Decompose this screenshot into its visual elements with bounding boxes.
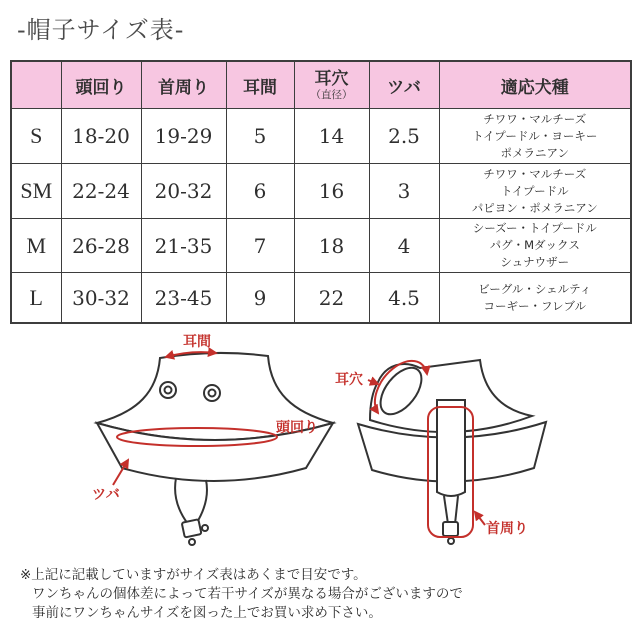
note-line: 事前にワンちゃんサイズを図った上でお買い求め下さい。 [32, 605, 382, 621]
ear-hole-inner [165, 387, 172, 394]
ear-hole-value: 16 [294, 164, 369, 219]
breeds-cell [439, 164, 631, 219]
head-value: 26-28 [61, 219, 141, 273]
breed-line: ビーグル・シェルティ [478, 281, 592, 296]
note-line: ワンちゃんの個体差によって若干サイズが異なる場合がございますので [32, 586, 463, 602]
header-head: 頭回り [61, 61, 141, 109]
header-breeds: 適応犬種 [439, 61, 631, 109]
chin-strap [455, 496, 458, 524]
brim-value: 4 [369, 219, 439, 273]
ear-hole-value: 14 [294, 109, 369, 164]
breed-line: パピヨン・ポメラニアン [471, 200, 598, 215]
breed-line: ポメラニアン [500, 145, 570, 160]
size-table [10, 60, 632, 324]
hat-front-view [92, 334, 333, 545]
brim-value: 3 [369, 164, 439, 219]
ear-gap-value: 6 [226, 164, 294, 219]
chin-strap [444, 496, 448, 524]
neck-value: 19-29 [141, 109, 226, 164]
table-header-row [11, 61, 631, 109]
neck-label: 首周り [486, 521, 528, 537]
ear-hole-pointer [368, 380, 378, 384]
neck-value: 20-32 [141, 164, 226, 219]
strap-end [189, 539, 195, 545]
ear-hole-value: 18 [294, 219, 369, 273]
header-corner [11, 61, 61, 109]
strap-stopper-icon [182, 519, 202, 537]
hat-back-view [335, 360, 546, 544]
ear-hole-inner [209, 390, 216, 397]
breed-line: トイプードル [500, 183, 569, 198]
size-label: SM [11, 164, 61, 219]
breed-line: シーズー・トイプードル [472, 221, 597, 235]
head-value: 30-32 [61, 273, 141, 324]
neck-value: 21-35 [141, 219, 226, 273]
header-brim: ツバ [369, 61, 439, 109]
breed-line: チワワ・マルチーズ [483, 111, 587, 126]
size-label: M [11, 219, 61, 273]
breed-line: チワワ・マルチーズ [483, 166, 587, 181]
header-ear-gap: 耳間 [226, 61, 294, 109]
ear-gap-label: 耳間 [183, 334, 211, 350]
neck-pointer [475, 512, 485, 525]
breeds-cell [439, 219, 631, 273]
brim-label: ツバ [92, 487, 120, 503]
neck-flap [437, 400, 465, 496]
head-value: 22-24 [61, 164, 141, 219]
chin-strap [175, 478, 188, 524]
page-title: -帽子サイズ表- [17, 16, 185, 44]
strap-stopper-knob [202, 525, 208, 531]
breed-line: パグ・Mダックス [489, 238, 580, 252]
table-row [11, 273, 631, 324]
strap-stopper-icon [443, 522, 458, 536]
table-row [11, 164, 631, 219]
table-row [11, 219, 631, 273]
brim-value: 2.5 [369, 109, 439, 164]
hat-measurement-diagram [0, 325, 640, 555]
head-value: 18-20 [61, 109, 141, 164]
strap-end [448, 538, 454, 544]
ear-gap-value: 7 [226, 219, 294, 273]
brim-value: 4.5 [369, 273, 439, 324]
head-label: 頭回り [276, 420, 318, 436]
breed-line: トイプードル・ヨーキー [472, 128, 598, 143]
breed-line: シュナウザー [500, 255, 570, 269]
size-label: L [11, 273, 61, 324]
table-row [11, 109, 631, 164]
chin-strap [196, 480, 207, 524]
size-label: S [11, 109, 61, 164]
breeds-cell [439, 109, 631, 164]
ear-hole-value: 22 [294, 273, 369, 324]
neck-value: 23-45 [141, 273, 226, 324]
ear-hole-label: 耳穴 [335, 372, 363, 388]
header-ear-hole-label: 耳穴 [314, 69, 349, 89]
breed-line: コーギー・フレブル [483, 298, 587, 313]
header-ear-hole [294, 61, 369, 109]
note-line: ※上記に記載していますがサイズ表はあくまで目安です。 [20, 567, 367, 583]
ear-gap-value: 5 [226, 109, 294, 164]
breeds-cell [439, 273, 631, 324]
ear-gap-value: 9 [226, 273, 294, 324]
header-ear-hole-note: （直径） [310, 89, 353, 101]
header-neck: 首周り [141, 61, 226, 109]
